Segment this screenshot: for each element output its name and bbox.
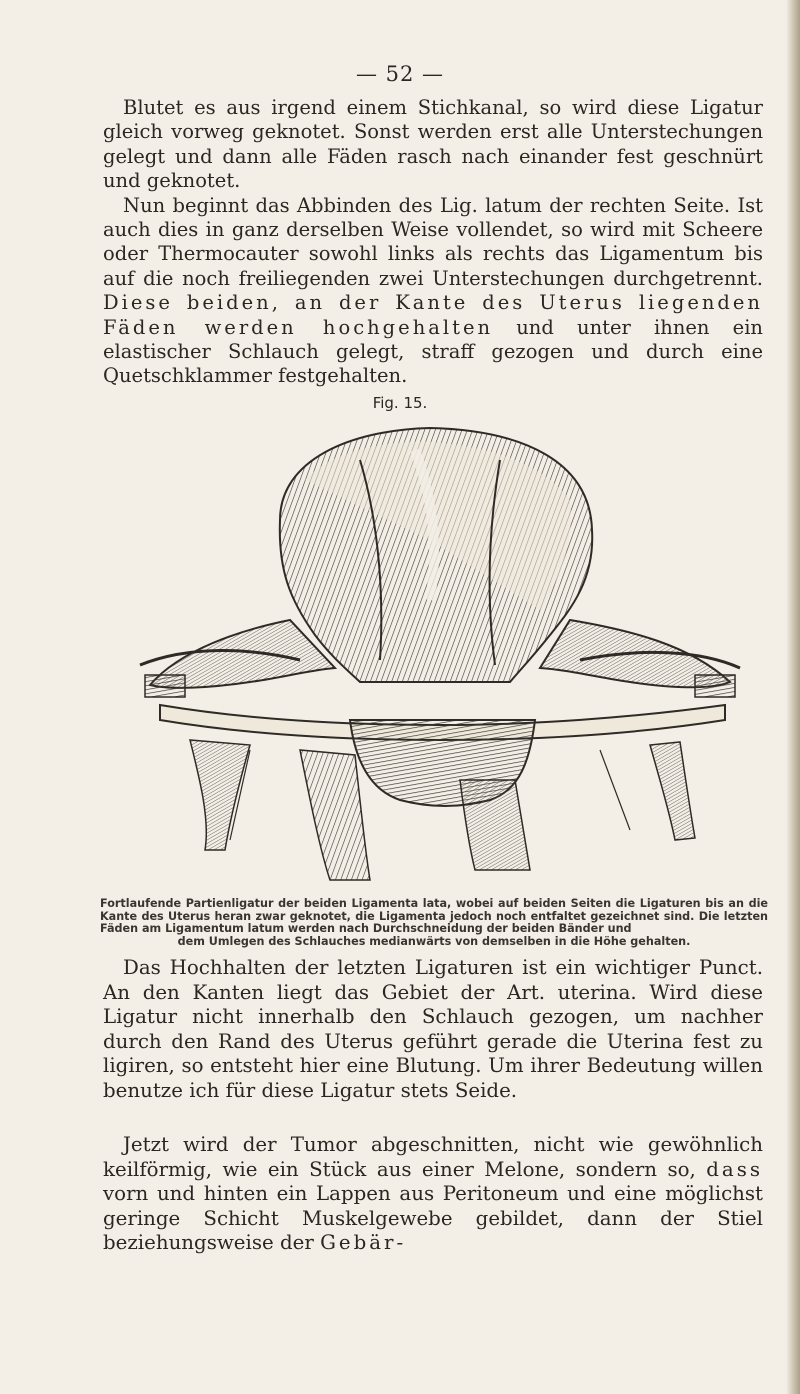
figure-label: Fig. 15. — [372, 394, 428, 412]
page-edge-shadow — [786, 0, 800, 1394]
lower-left-pedicle — [300, 750, 370, 880]
figure-caption-text-a: Fortlaufende Partienligatur der beiden Ligamenta lata, wobei auf beiden Seiten die Ligaturen bis an die Kante des Uterus heran zwar geknotet, die Ligamenta jedoch noch entfaltet gezeichnet sind. Die letzten Fäden am Ligamentum latum werden nach Durchschneidung der beiden Bänder und — [100, 897, 768, 936]
figure-caption-text-b: dem Umlegen des Schlauches medianwärts von demselben in die Höhe gehalten. — [177, 934, 691, 948]
paragraph-1-spaced-text: Diese beiden, an der Kante des Uterus liegenden Fäden werden hochgehalten — [103, 291, 763, 339]
paragraph-2 — [103, 956, 763, 1104]
lower-center-pedicle — [460, 780, 530, 870]
paragraph-3-text-b: vorn und hinten ein Lappen aus Peritoneum und eine möglichst geringe Schicht Muskelgewebe gebildet, dann der Stiel beziehungsweise der — [103, 1182, 763, 1255]
paragraph-1-text-b: Nun beginnt das Abbinden des Lig. latum der rechten Seite. Ist auch dies in ganz derselben Weise vollendet, so wird mit Scheere oder Thermocauter sowohl links als rechts das Ligamentum bis auf die noch freiliegenden zwei Unterstechungen durchgetrennt. — [103, 193, 763, 290]
paragraph-3-text-a: Jetzt wird der Tumor abgeschnitten, nicht wie gewöhnlich keilförmig, wie ein Stück aus einer Melone, sondern so, — [103, 1133, 763, 1181]
paragraph-1-text-a: Blutet es aus irgend einem Stichkanal, so wird diese Ligatur gleich vorweg geknotet. Sonst werden erst alle Unterstechungen gelegt und dann alle Fäden rasch nach einander fest geschnürt und geknotet. — [103, 96, 763, 193]
right-clamp — [695, 675, 735, 697]
paragraph-3-spaced-1: dass — [706, 1157, 763, 1181]
suture-right — [600, 750, 630, 830]
paragraph-1-text-c: und unter ihnen ein elastischer Schlauch gelegt, straff gezogen und durch eine Quetschklammer festgehalten. — [103, 315, 763, 388]
lower-right-flap — [650, 742, 695, 840]
paragraph-3 — [103, 1133, 763, 1256]
anatomical-illustration — [130, 420, 750, 890]
paragraph-2-text: Das Hochhalten der letzten Ligaturen ist ein wichtiger Punct. An den Kanten liegt das Gebiet der Art. uterina. Wird diese Ligatur nicht innerhalb den Schlauch gezogen, um nachher durch den Rand des Uterus geführt gerade die Uterina fest zu ligiren, so entsteht hier eine Blutung. Um ihrer Bedeutung willen benutze ich für diese Ligatur stets Seide. — [103, 956, 763, 1102]
figure-caption — [100, 898, 768, 948]
page-number: — 52 — — [355, 62, 445, 86]
paragraph-3-spaced-2: Gebär- — [320, 1231, 407, 1255]
paragraph-1 — [103, 96, 763, 389]
lower-left-flap — [190, 740, 250, 850]
left-clamp — [145, 675, 185, 697]
